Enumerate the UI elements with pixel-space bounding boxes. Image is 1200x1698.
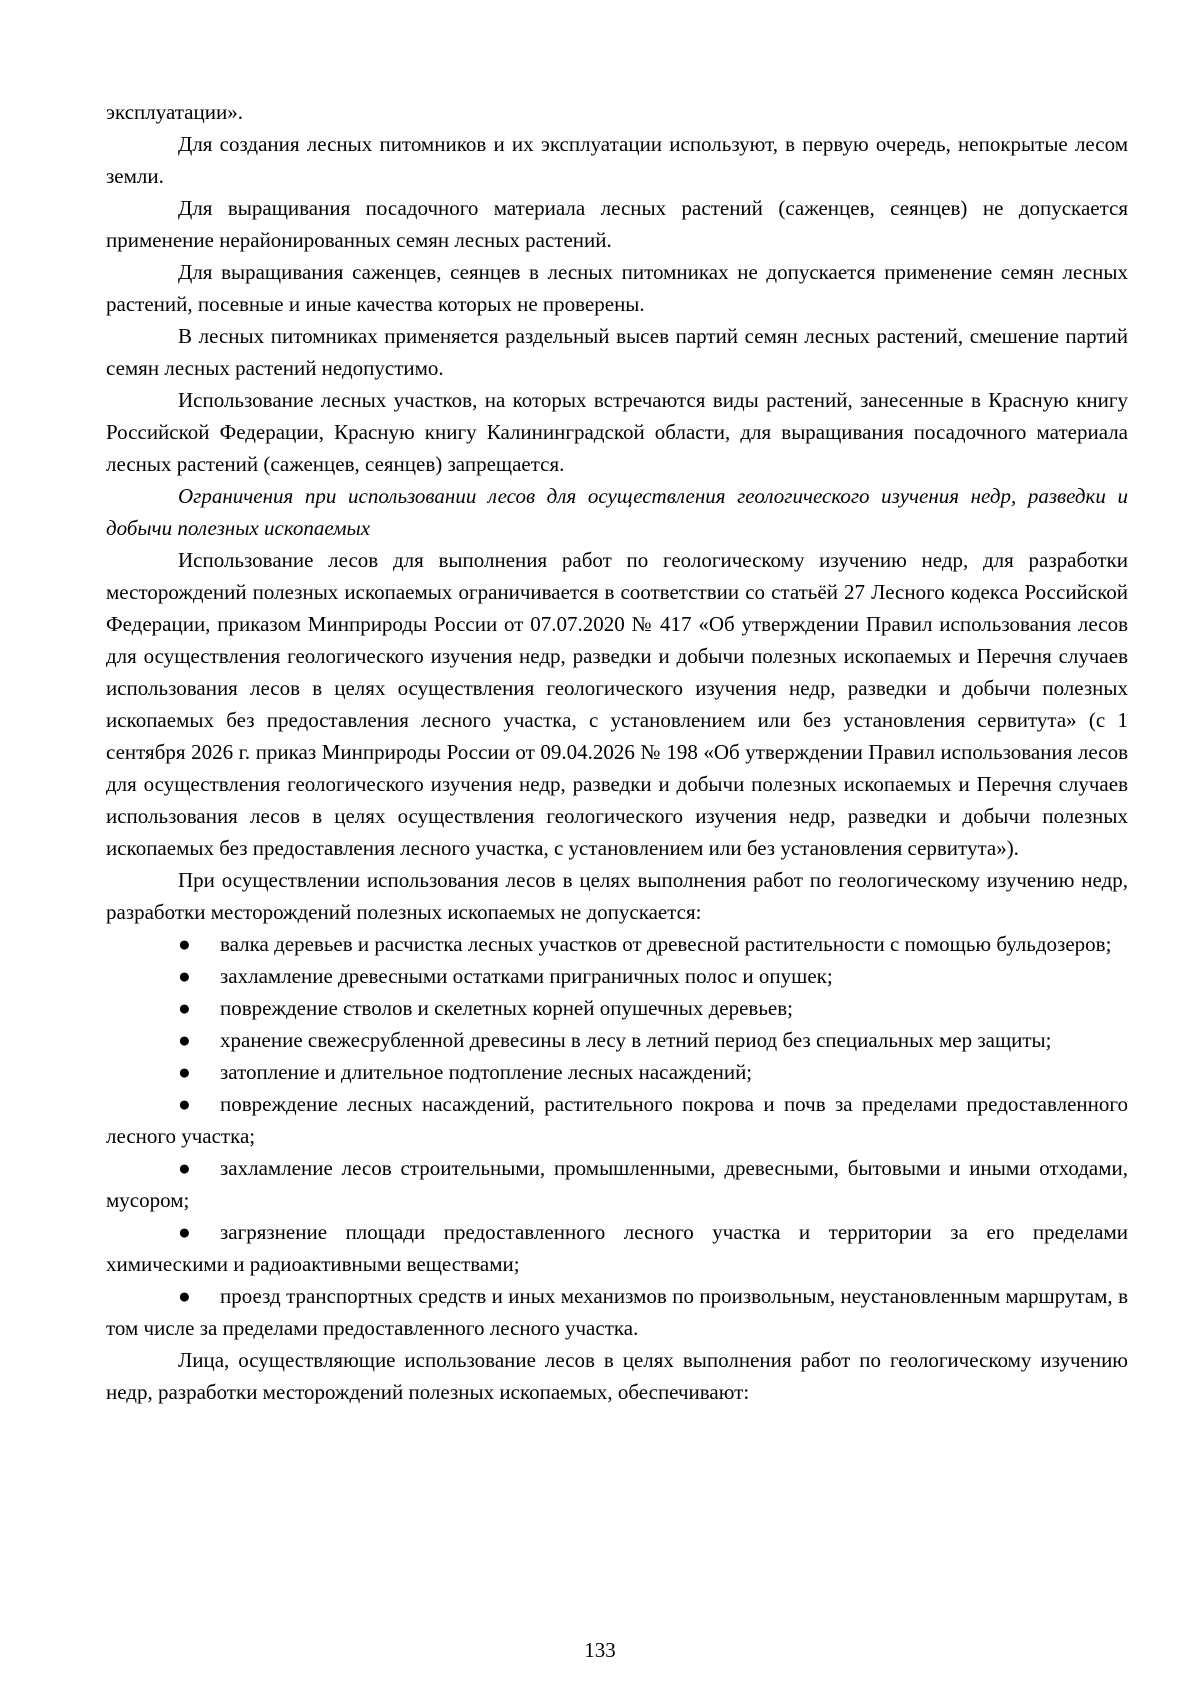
list-item bbox=[106, 960, 1128, 992]
list-item-text: загрязнение площади предоставленного лесного участка и территории за его пределами химическими и радиоактивными веществами; bbox=[106, 1220, 1128, 1276]
list-item bbox=[106, 1056, 1128, 1088]
page-number: 133 bbox=[584, 1638, 616, 1662]
bullet-icon: ● bbox=[178, 1092, 191, 1116]
bullet-icon: ● bbox=[178, 1156, 191, 1180]
section-heading: Ограничения при использовании лесов для осуществления геологического изучения недр, разведки и добычи полезных ископаемых bbox=[106, 484, 1128, 540]
list-item bbox=[106, 1216, 1128, 1280]
bullet-icon: ● bbox=[178, 1284, 191, 1308]
list-item bbox=[106, 992, 1128, 1024]
list-item-text: повреждение стволов и скелетных корней опушечных деревьев; bbox=[220, 996, 793, 1020]
paragraph-continuation: эксплуатации». bbox=[106, 100, 243, 124]
list-item bbox=[106, 1088, 1128, 1152]
list-item bbox=[106, 1024, 1128, 1056]
bullet-icon: ● bbox=[178, 1220, 191, 1244]
list-item-text: проезд транспортных средств и иных механизмов по произвольным, неустановленным маршрутам, в том числе за пределами предоставленного лесного участка. bbox=[106, 1284, 1128, 1340]
bullet-icon: ● bbox=[178, 964, 191, 988]
bullet-icon: ● bbox=[178, 1028, 191, 1052]
bullet-icon: ● bbox=[178, 996, 191, 1020]
prohibitions-list bbox=[106, 928, 1128, 1344]
list-item bbox=[106, 1152, 1128, 1216]
list-item bbox=[106, 1280, 1128, 1344]
list-item-text: хранение свежесрубленной древесины в лесу в летний период без специальных мер защиты; bbox=[220, 1028, 1052, 1052]
bullet-icon: ● bbox=[178, 932, 191, 956]
list-item-text: захламление лесов строительными, промышленными, древесными, бытовыми и иными отходами, мусором; bbox=[106, 1156, 1128, 1212]
bullet-icon: ● bbox=[178, 1060, 191, 1084]
list-item bbox=[106, 928, 1128, 960]
paragraph-red-book: Использование лесных участков, на которых встречаются виды растений, занесенные в Красную книгу Российской Федерации, Красную книгу Калининградской области, для выращивания посадочного материала лесных растений (саженцев, сеянцев) запрещается. bbox=[106, 388, 1128, 476]
paragraph-legal-basis: Использование лесов для выполнения работ по геологическому изучению недр, для разработки месторождений полезных ископаемых ограничивается в соответствии со статьёй 27 Лесного кодекса Российской Федерации, приказом Минприроды России от 07.07.2020 № 417 «Об утверждении Правил использования лесов для осуществления геологического изучения недр, разведки и добычи полезных ископаемых и Перечня случаев использования лесов в целях осуществления геологического изучения недр, разведки и добычи полезных ископаемых без предоставления лесного участка, с установлением или без установления сервитута» (с 1 сентября 2026 г. приказ Минприроды России от 09.04.2026 № 198 «Об утверждении Правил использования лесов для осуществления геологического изучения недр, разведки и добычи полезных ископаемых и Перечня случаев использования лесов в целях осуществления геологического изучения недр, разведки и добычи полезных ископаемых без предоставления лесного участка, с установлением или без установления сервитута»). bbox=[106, 548, 1128, 860]
list-item-text: повреждение лесных насаждений, растительного покрова и почв за пределами предоставленного лесного участка; bbox=[106, 1092, 1128, 1148]
paragraph-obligations-intro: Лица, осуществляющие использование лесов в целях выполнения работ по геологическому изучению недр, разработки месторождений полезных ископаемых, обеспечивают: bbox=[106, 1348, 1128, 1404]
paragraph-nursery-lands: Для создания лесных питомников и их эксплуатации используют, в первую очередь, непокрытые лесом земли. bbox=[106, 132, 1128, 188]
paragraph-seed-zoning: Для выращивания посадочного материала лесных растений (саженцев, сеянцев) не допускается применение нерайонированных семян лесных растений. bbox=[106, 196, 1128, 252]
list-item-text: затопление и длительное подтопление лесных насаждений; bbox=[220, 1060, 753, 1084]
paragraph-prohibitions-intro: При осуществлении использования лесов в целях выполнения работ по геологическому изучению недр, разработки месторождений полезных ископаемых не допускается: bbox=[106, 868, 1128, 924]
document-body bbox=[106, 96, 1128, 1408]
list-item-text: валка деревьев и расчистка лесных участков от древесной растительности с помощью бульдозеров; bbox=[220, 932, 1112, 956]
paragraph-separate-sowing: В лесных питомниках применяется раздельный высев партий семян лесных растений, смешение партий семян лесных растений недопустимо. bbox=[106, 324, 1128, 380]
paragraph-seed-quality: Для выращивания саженцев, сеянцев в лесных питомниках не допускается применение семян лесных растений, посевные и иные качества которых не проверены. bbox=[106, 260, 1128, 316]
list-item-text: захламление древесными остатками приграничных полос и опушек; bbox=[220, 964, 833, 988]
